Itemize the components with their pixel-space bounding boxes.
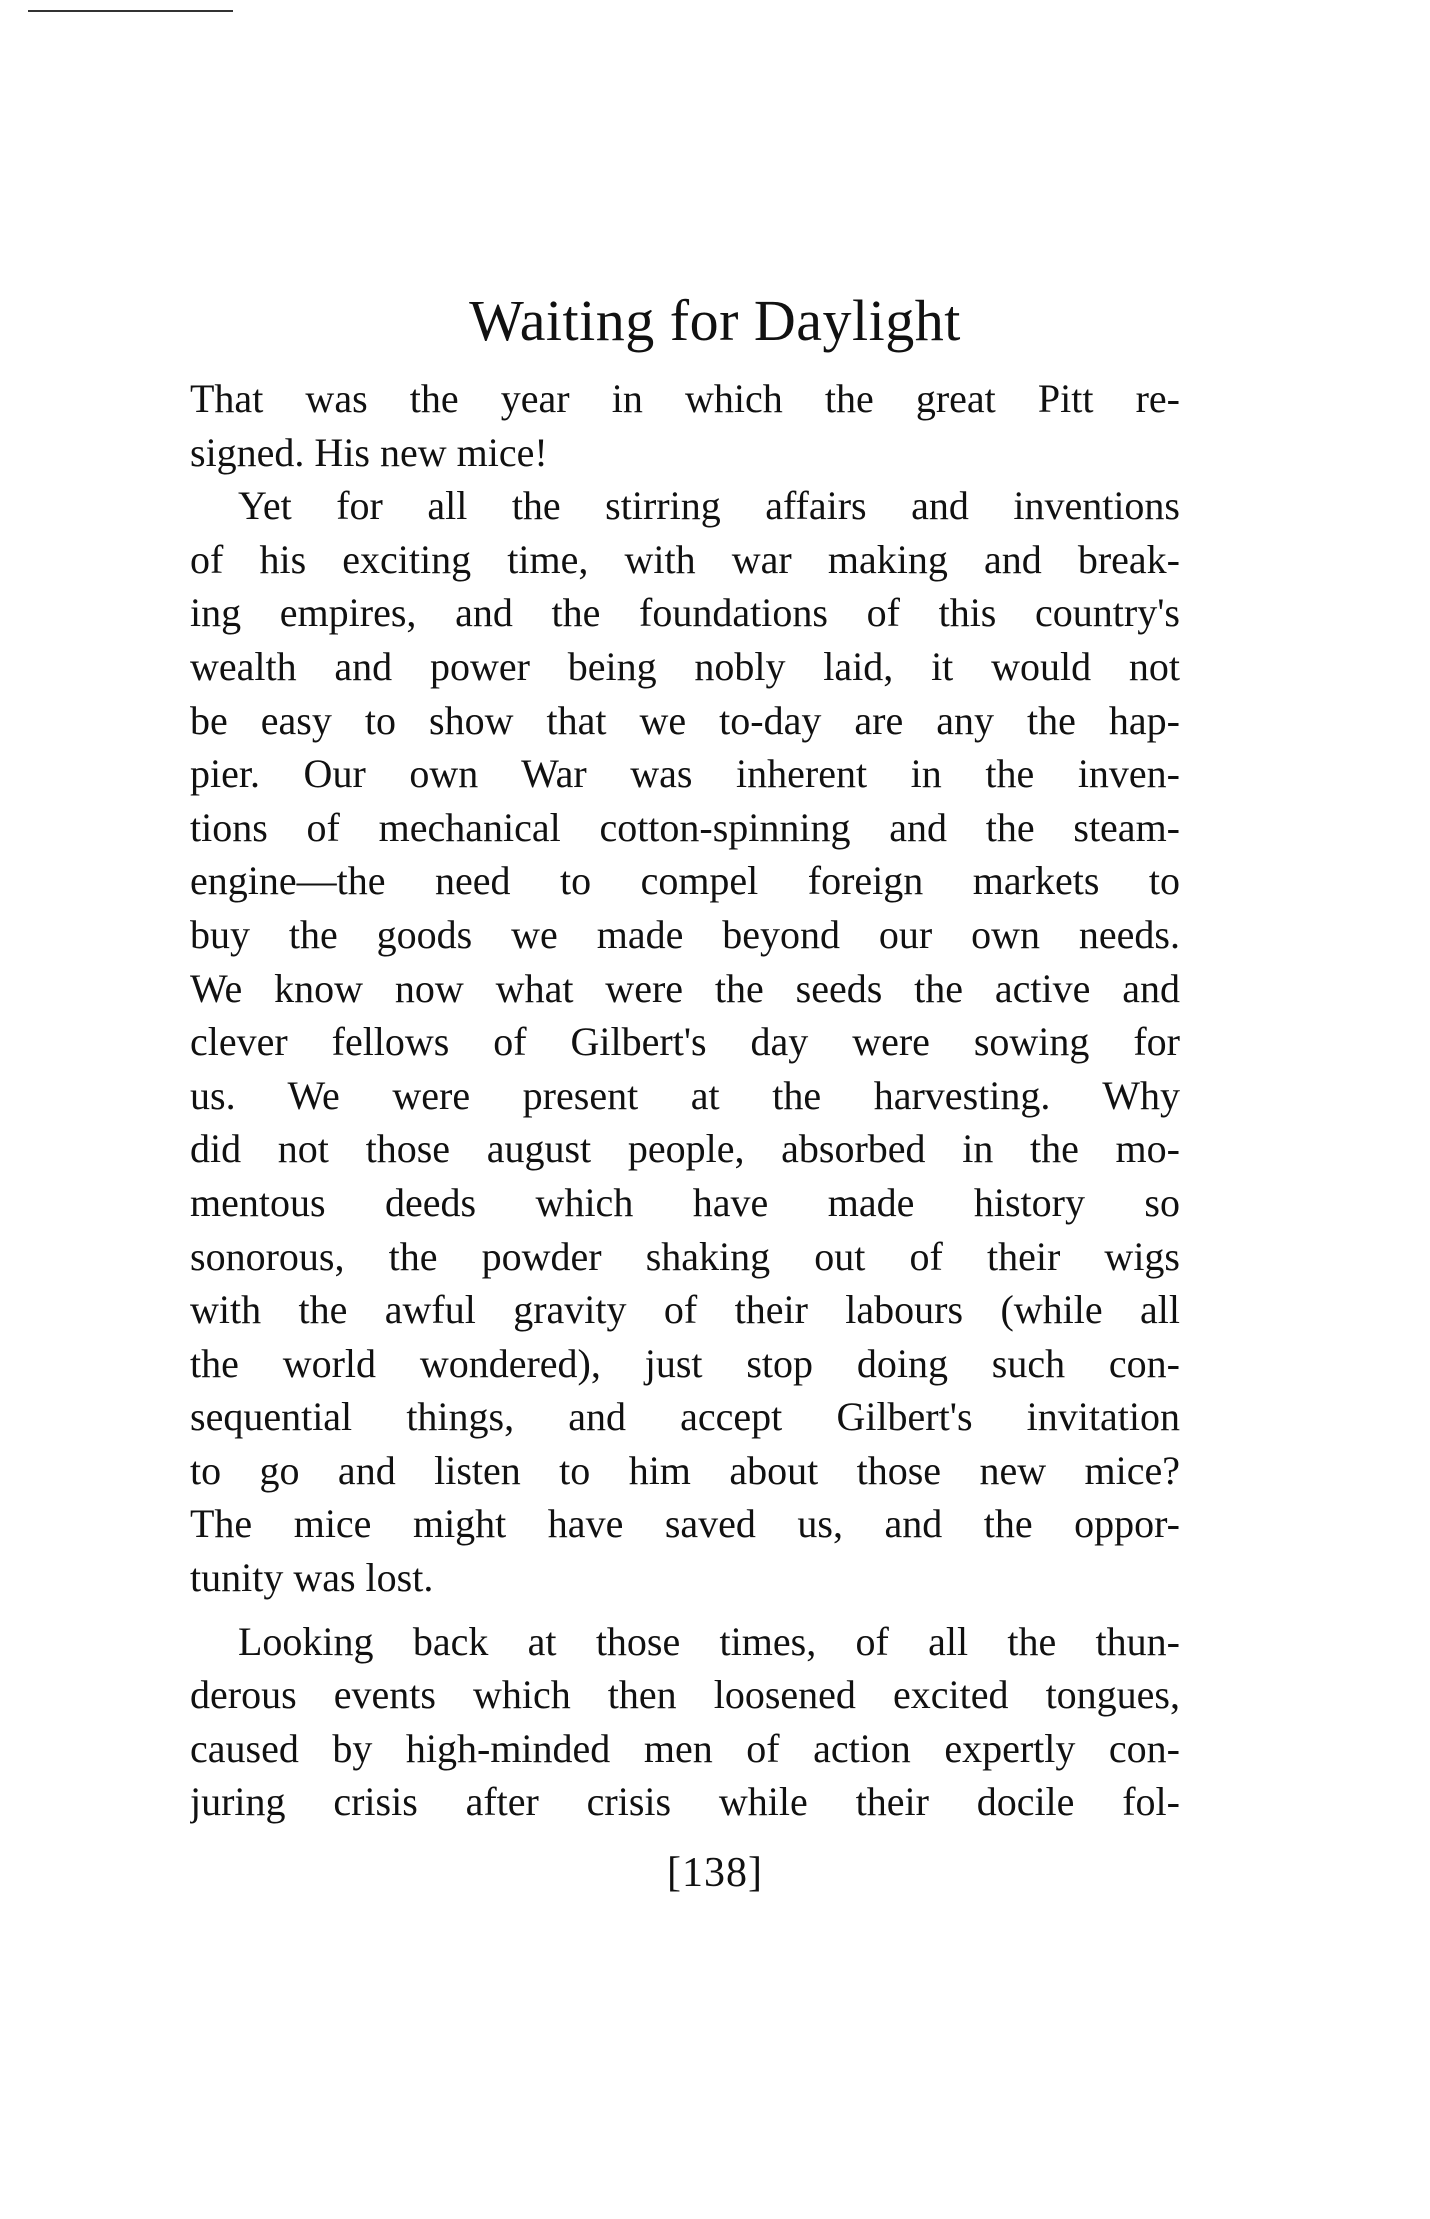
text-line: engine—the need to compel foreign markets to xyxy=(190,858,1180,904)
text-line: ing empires, and the foundations of this country's xyxy=(190,590,1180,636)
text-line: be easy to show that we to-day are any the hap- xyxy=(190,697,1180,743)
text-line: caused by high-minded men of action expertly con- xyxy=(190,1725,1180,1771)
text-line: of his exciting time, with war making and break- xyxy=(190,536,1180,582)
page-number: [138] xyxy=(667,1850,763,1896)
running-head: Waiting for Daylight xyxy=(469,288,961,353)
text-line: the world wondered), just stop doing such con- xyxy=(190,1340,1180,1386)
text-line: us. We were present at the harvesting. Why xyxy=(190,1072,1180,1118)
text-line: pier. Our own War was inherent in the inven- xyxy=(190,751,1180,797)
text-line: tunity was lost. xyxy=(190,1555,434,1601)
text-line: We know now what were the seeds the active and xyxy=(190,965,1180,1011)
text-line: tions of mechanical cotton-spinning and the steam- xyxy=(190,804,1180,850)
text-line: sonorous, the powder shaking out of their wigs xyxy=(190,1233,1180,1279)
text-line: clever fellows of Gilbert's day were sowing for xyxy=(190,1019,1180,1065)
text-line: with the awful gravity of their labours (while all xyxy=(190,1287,1180,1333)
text-line: derous events which then loosened excited tongues, xyxy=(190,1672,1180,1718)
text-line: wealth and power being nobly laid, it would not xyxy=(190,643,1180,689)
text-line: to go and listen to him about those new mice? xyxy=(190,1447,1180,1493)
text-line: That was the year in which the great Pitt re- xyxy=(190,376,1180,421)
text-line: Looking back at those times, of all the thun- xyxy=(238,1618,1180,1664)
text-line: did not those august people, absorbed in the mo- xyxy=(190,1126,1180,1172)
text-line: The mice might have saved us, and the oppor- xyxy=(190,1501,1180,1547)
text-line: Yet for all the stirring affairs and inventions xyxy=(238,483,1180,529)
text-line: buy the goods we made beyond our own needs. xyxy=(190,911,1180,957)
text-line: juring crisis after crisis while their docile fol- xyxy=(190,1779,1180,1825)
text-line: signed. His new mice! xyxy=(190,429,548,475)
body-text xyxy=(190,372,1180,1829)
text-line: mentous deeds which have made history so xyxy=(190,1179,1180,1225)
top-rule xyxy=(28,10,233,12)
text-line: sequential things, and accept Gilbert's invitation xyxy=(190,1394,1180,1440)
